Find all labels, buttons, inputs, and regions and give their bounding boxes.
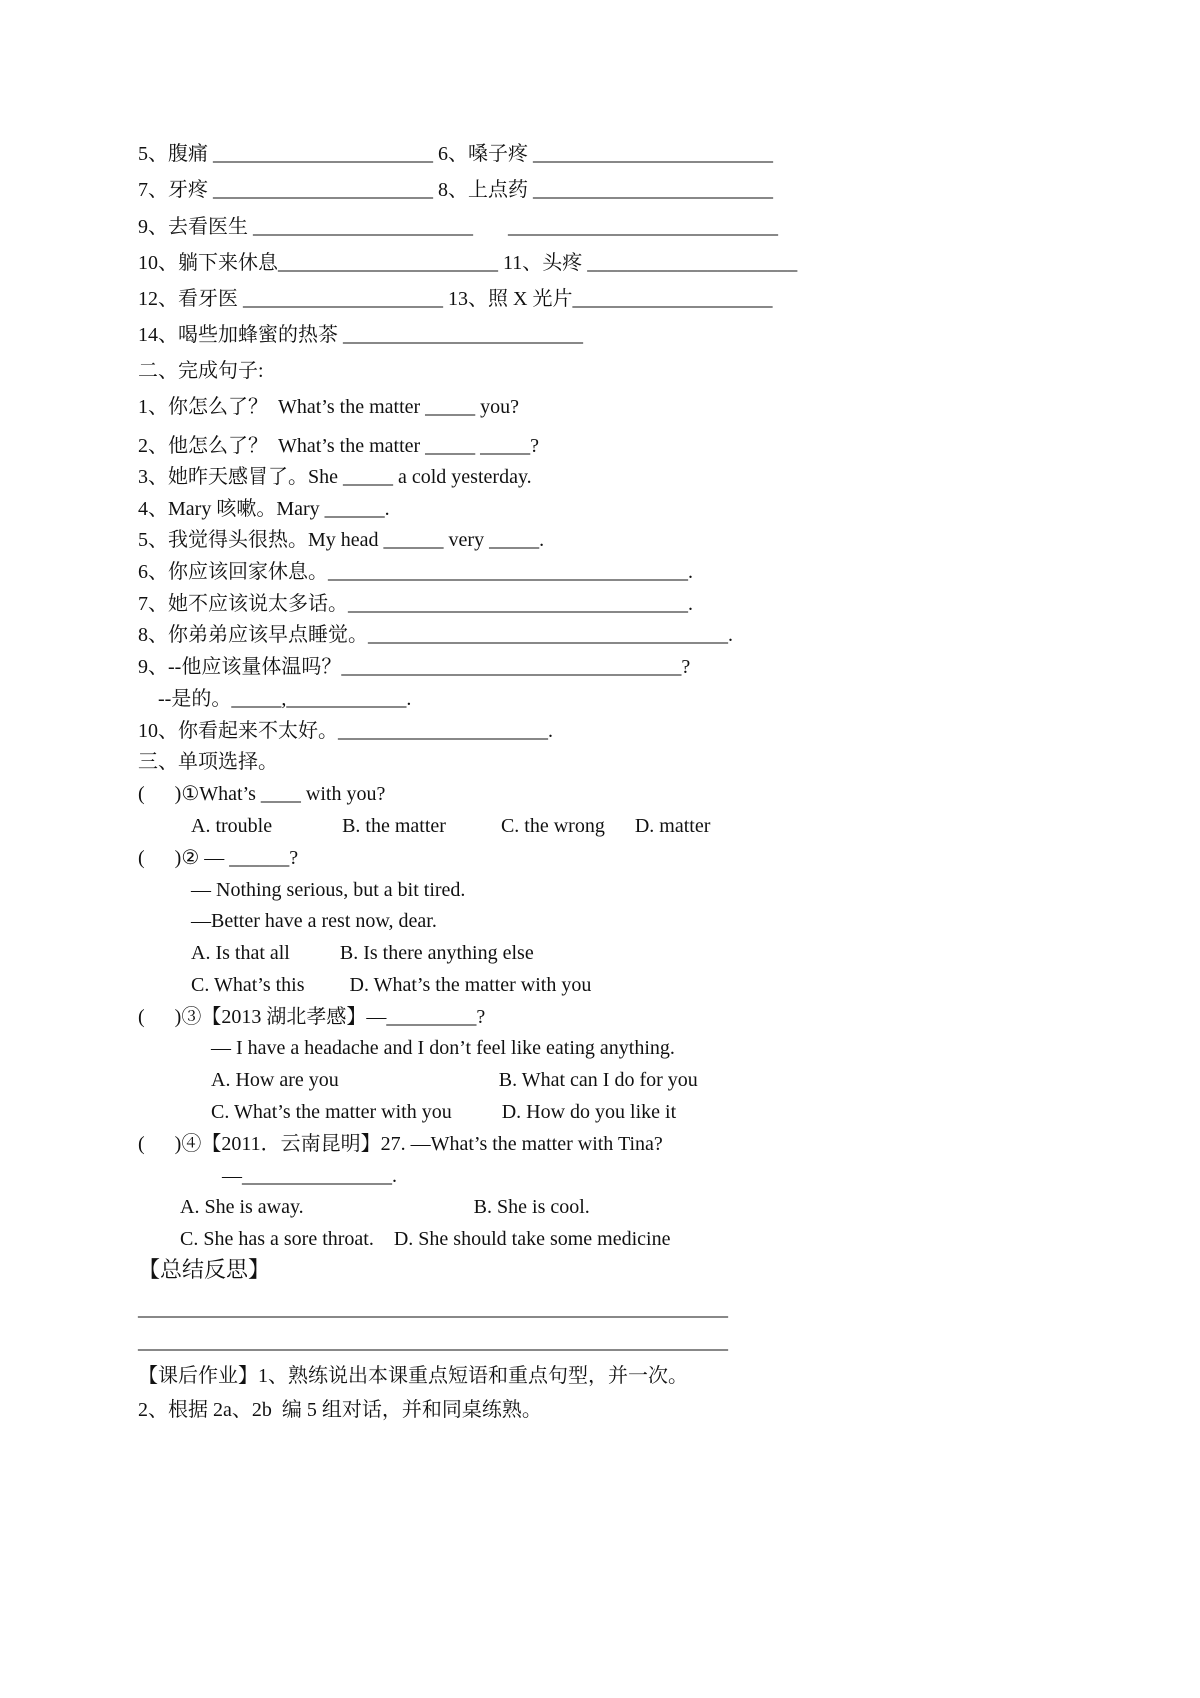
sentence-9: 9、--他应该量体温吗？__________________________________? — [138, 656, 691, 678]
question-4: ( )④【2011．云南昆明】27. —What’s the matter with Tina? — [138, 1133, 663, 1155]
question-3-dialog: — I have a headache and I don’t feel like eating anything. — [211, 1037, 675, 1059]
question-4-options-ab: A. She is away. B. She is cool. — [180, 1196, 590, 1218]
homework-line-1: 【课后作业】1、熟练说出本课重点短语和重点句型，并一次。 — [138, 1365, 688, 1387]
homework-line-2: 2、根据 2a、2b 编 5 组对话，并和同桌练熟。 — [138, 1399, 542, 1421]
summary-rule-2: ___________________________________________________________ — [138, 1331, 728, 1353]
summary-rule-1: ___________________________________________________________ — [138, 1298, 728, 1320]
vocab-line-5-6: 5、腹痛 ______________________ 6、嗓子疼 ________________________ — [138, 143, 773, 165]
sentence-2: 2、他怎么了？ What’s the matter _____ _____? — [138, 435, 540, 457]
question-3-options-cd: C. What’s the matter with you D. How do you like it — [211, 1101, 677, 1123]
vocab-line-9: 9、去看医生 ______________________ ___________________________ — [138, 216, 778, 238]
sentence-6: 6、你应该回家休息。____________________________________. — [138, 561, 693, 583]
question-2-dialog-2: —Better have a rest now, dear. — [191, 910, 437, 932]
sentence-5: 5、我觉得头很热。My head ______ very _____. — [138, 529, 545, 551]
vocab-line-7-8: 7、牙疼 ______________________ 8、上点药 ________________________ — [138, 179, 773, 201]
question-3: ( )③【2013 湖北孝感】—_________? — [138, 1006, 486, 1028]
sentence-8: 8、你弟弟应该早点睡觉。____________________________________. — [138, 624, 733, 646]
question-3-options-ab: A. How are you B. What can I do for you — [211, 1069, 698, 1091]
section2-heading: 二、完成句子: — [138, 360, 264, 382]
vocab-line-12-13: 12、看牙医 ____________________ 13、照 X 光片____________________ — [138, 288, 773, 310]
question-1-options: A. trouble B. the matter C. the wrong D. matter — [191, 815, 711, 837]
section3-heading: 三、单项选择。 — [138, 751, 278, 773]
question-4-answer-line: —_______________. — [222, 1165, 397, 1187]
sentence-10: 10、你看起来不太好。_____________________. — [138, 720, 553, 742]
question-2: ( )② — ______? — [138, 847, 299, 869]
sentence-9-answer: --是的。_____,____________. — [138, 688, 412, 710]
question-2-options-ab: A. Is that all B. Is there anything else — [191, 942, 534, 964]
summary-heading: 【总结反思】 — [138, 1257, 271, 1282]
vocab-line-10-11: 10、躺下来休息______________________ 11、头疼 _____________________ — [138, 252, 798, 274]
question-2-options-cd: C. What’s this D. What’s the matter with you — [191, 974, 592, 996]
sentence-7: 7、她不应该说太多话。__________________________________. — [138, 593, 693, 615]
vocab-line-14: 14、喝些加蜂蜜的热茶 ________________________ — [138, 324, 583, 346]
question-4-options-cd: C. She has a sore throat. D. She should take some medicine — [180, 1228, 671, 1250]
question-1: ( )①What’s ____ with you? — [138, 783, 386, 805]
sentence-4: 4、Mary 咳嗽。Mary ______. — [138, 498, 390, 520]
sentence-1: 1、你怎么了？ What’s the matter _____ you? — [138, 396, 520, 418]
sentence-3: 3、她昨天感冒了。She _____ a cold yesterday. — [138, 466, 532, 488]
question-2-dialog-1: — Nothing serious, but a bit tired. — [191, 879, 466, 901]
